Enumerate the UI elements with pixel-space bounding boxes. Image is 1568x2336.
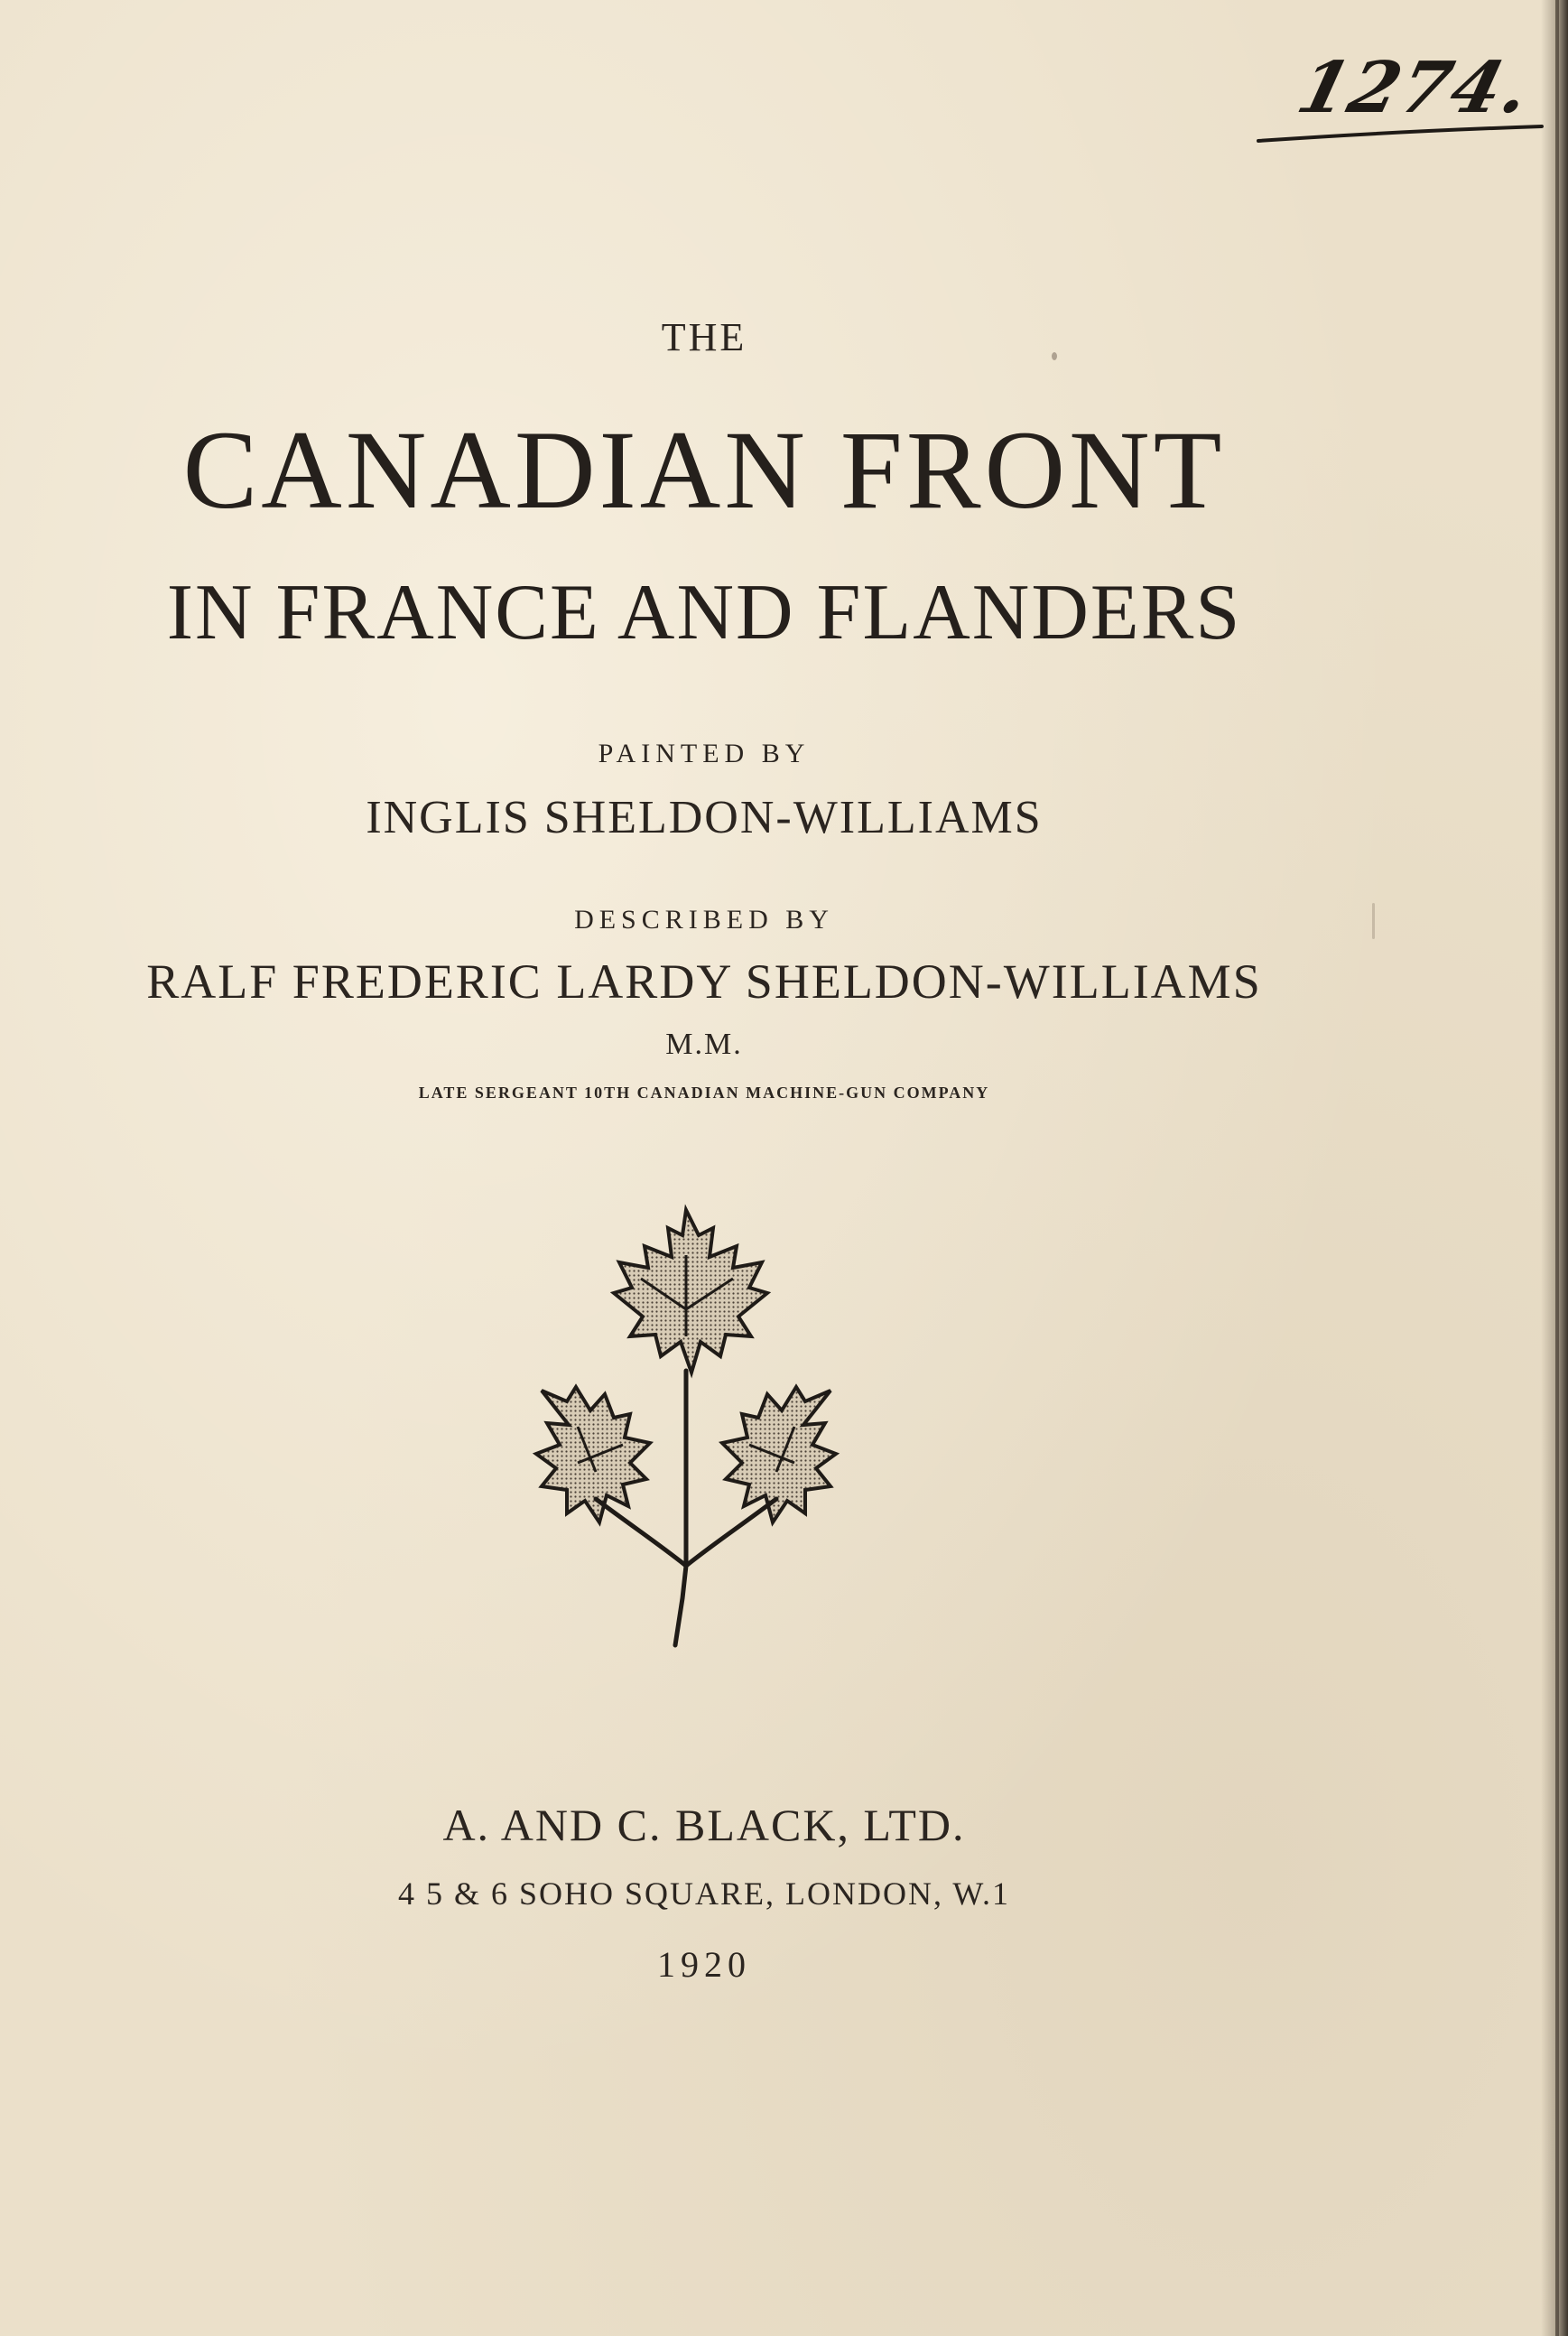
publisher-name: A. AND C. BLACK, LTD.: [442, 1800, 966, 1850]
page-edge-line: [1555, 0, 1559, 2336]
painter-name: INGLIS SHELDON-WILLIAMS: [366, 792, 1043, 843]
page-edge-shadow: [1541, 0, 1568, 2336]
publisher-address: 4 5 & 6 SOHO SQUARE, LONDON, W.1: [397, 1875, 1011, 1912]
author-rank: LATE SERGEANT 10TH CANADIAN MACHINE-GUN COMPANY: [418, 1084, 990, 1102]
author-name: RALF FREDERIC LARDY SHELDON-WILLIAMS: [146, 954, 1262, 1009]
title-article: THE: [661, 315, 747, 359]
maple-leaf-sprig-icon: [524, 1201, 849, 1661]
handwritten-number-text: 1274.: [1289, 47, 1540, 129]
painted-by-label: PAINTED BY: [598, 739, 811, 768]
author-honours: M.M.: [665, 1028, 743, 1061]
handwritten-number: [1255, 40, 1553, 175]
book-subtitle: IN FRANCE AND FLANDERS: [166, 569, 1242, 656]
book-title: CANADIAN FRONT: [182, 408, 1226, 532]
publication-year: 1920: [657, 1944, 751, 1985]
described-by-label: DESCRIBED BY: [574, 905, 834, 935]
handwritten-underline: [1255, 40, 1553, 175]
